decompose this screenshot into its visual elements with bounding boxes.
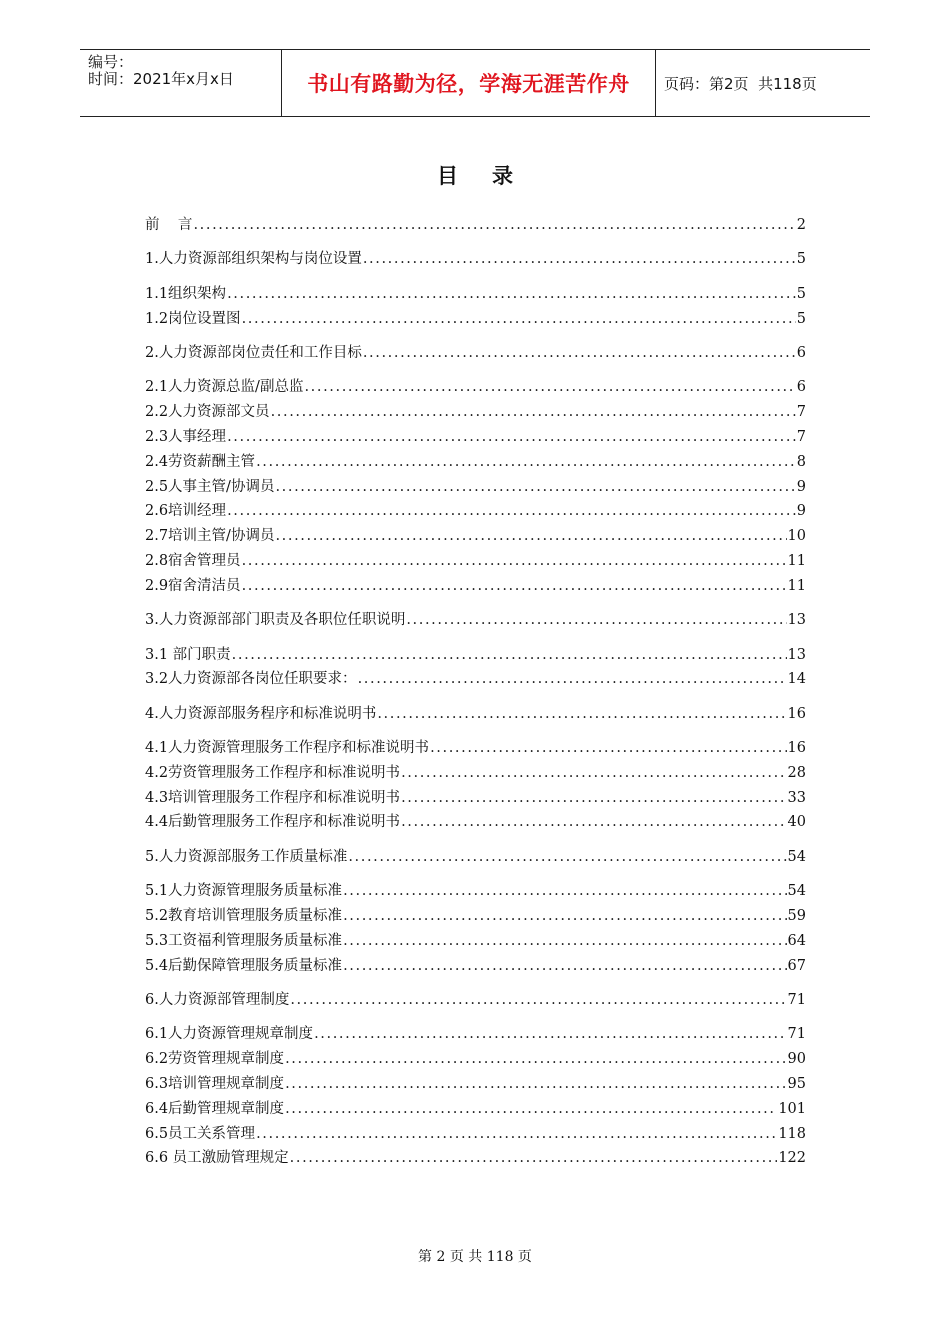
toc-leader-dots [343, 954, 786, 979]
toc-entry-page: 95 [787, 1076, 806, 1093]
toc-leader-dots [242, 549, 787, 574]
toc-entry-page: 8 [796, 453, 806, 470]
toc-entry-page: 33 [787, 789, 806, 806]
toc-leader-dots [285, 1072, 786, 1097]
toc-leader-dots [314, 1022, 786, 1047]
toc-leader-dots [343, 904, 786, 929]
toc-entry[interactable] [145, 879, 806, 904]
toc-entry[interactable] [145, 702, 806, 727]
toc-entry-page: 54 [787, 848, 806, 865]
toc-entry[interactable] [145, 1146, 806, 1171]
toc-entry[interactable] [145, 1097, 806, 1122]
toc-entry-page: 6 [796, 379, 806, 396]
toc-leader-dots [304, 375, 795, 400]
toc-entry-label: 1.2岗位设置图 [145, 310, 241, 327]
toc-entry-page: 9 [796, 503, 806, 520]
toc-entry-page: 40 [787, 814, 806, 831]
toc-leader-dots [275, 524, 786, 549]
toc-entry-label: 2.3人事经理 [145, 428, 227, 445]
table-of-contents [145, 213, 806, 1171]
toc-leader-dots [348, 845, 786, 870]
toc-entry[interactable] [145, 810, 806, 835]
toc-entry[interactable] [145, 954, 806, 979]
toc-entry-label: 5.1人力资源管理服务质量标准 [145, 883, 343, 900]
toc-entry-label: 5.人力资源部服务工作质量标准 [145, 848, 348, 865]
toc-leader-dots [242, 574, 787, 599]
toc-entry[interactable] [145, 499, 806, 524]
toc-entry-label: 2.6培训经理 [145, 503, 227, 520]
toc-leader-dots [256, 450, 796, 475]
toc-entry-page: 13 [787, 612, 806, 629]
toc-entry-page: 14 [787, 671, 806, 688]
toc-entry-page: 64 [787, 932, 806, 949]
page-header [80, 49, 870, 117]
toc-entry[interactable] [145, 904, 806, 929]
toc-entry[interactable] [145, 736, 806, 761]
toc-entry[interactable] [145, 213, 806, 238]
toc-leader-dots [343, 929, 786, 954]
toc-entry-label: 6.5员工关系管理 [145, 1125, 256, 1142]
toc-entry-label: 1.人力资源部组织架构与岗位设置 [145, 251, 362, 268]
toc-leader-dots [377, 702, 786, 727]
toc-entry-label: 前 言 [145, 217, 193, 233]
toc-entry[interactable] [145, 247, 806, 272]
toc-entry-label: 6.人力资源部管理制度 [145, 992, 290, 1009]
toc-leader-dots [406, 608, 786, 633]
toc-entry-label: 2.4劳资薪酬主管 [145, 453, 256, 470]
toc-title [0, 160, 950, 190]
toc-leader-dots [232, 643, 787, 668]
toc-entry-page: 71 [787, 992, 806, 1009]
toc-leader-dots [275, 475, 795, 500]
toc-entry-page: 54 [787, 883, 806, 900]
toc-entry-page: 7 [796, 428, 806, 445]
toc-entry[interactable] [145, 1047, 806, 1072]
toc-entry[interactable] [145, 667, 806, 692]
toc-entry[interactable] [145, 282, 806, 307]
document-time-label: 时间：2021年x月x日 [88, 70, 234, 88]
toc-entry[interactable] [145, 929, 806, 954]
toc-leader-dots [285, 1097, 777, 1122]
toc-entry-label: 1.1组织架构 [145, 285, 227, 302]
toc-entry-page: 122 [778, 1150, 806, 1167]
toc-entry-label: 6.6 员工激励管理规定 [145, 1150, 289, 1167]
toc-leader-dots [290, 1146, 778, 1171]
toc-entry-label: 4.人力资源部服务程序和标准说明书 [145, 705, 377, 722]
toc-entry[interactable] [145, 761, 806, 786]
toc-entry-label: 2.8宿舍管理员 [145, 552, 241, 569]
toc-entry[interactable] [145, 845, 806, 870]
toc-leader-dots [193, 213, 795, 238]
toc-entry-page: 5 [796, 251, 806, 268]
header-meta [80, 50, 282, 116]
toc-entry-label: 3.人力资源部部门职责及各职位任职说明 [145, 612, 406, 629]
header-page-info: 页码：第2页 共118页 [664, 74, 817, 93]
toc-title-right: 录 [492, 164, 513, 188]
toc-entry-label: 5.2教育培训管理服务质量标准 [145, 908, 343, 925]
toc-entry-page: 11 [787, 552, 806, 569]
toc-entry-label: 5.4后勤保障管理服务质量标准 [145, 957, 343, 974]
toc-entry-label: 5.3工资福利管理服务质量标准 [145, 932, 343, 949]
toc-entry[interactable] [145, 549, 806, 574]
toc-entry-page: 7 [796, 404, 806, 421]
toc-entry[interactable] [145, 1022, 806, 1047]
toc-leader-dots [358, 667, 787, 692]
toc-leader-dots [401, 786, 786, 811]
toc-leader-dots [290, 988, 786, 1013]
header-motto: 书山有路勤为径，学海无涯苦作舟 [282, 50, 656, 116]
toc-leader-dots [271, 400, 796, 425]
toc-leader-dots [227, 282, 796, 307]
toc-entry-label: 2.1人力资源总监/副总监 [145, 379, 304, 396]
toc-entry-page: 5 [796, 310, 806, 327]
toc-entry-label: 3.1 部门职责 [145, 646, 231, 663]
toc-entry[interactable] [145, 574, 806, 599]
toc-leader-dots [285, 1047, 786, 1072]
toc-entry-label: 4.2劳资管理服务工作程序和标准说明书 [145, 764, 401, 781]
toc-leader-dots [256, 1122, 777, 1147]
toc-entry[interactable] [145, 375, 806, 400]
toc-entry-page: 6 [796, 344, 806, 361]
toc-entry[interactable] [145, 425, 806, 450]
toc-entry-page: 10 [787, 528, 806, 545]
toc-entry-label: 2.9宿舍清洁员 [145, 577, 241, 594]
toc-entry-label: 2.7培训主管/协调员 [145, 528, 275, 545]
toc-leader-dots [363, 247, 796, 272]
toc-entry[interactable] [145, 475, 806, 500]
toc-leader-dots [401, 761, 786, 786]
toc-entry-page: 118 [778, 1125, 806, 1142]
toc-entry-label: 2.2人力资源部文员 [145, 404, 270, 421]
toc-entry[interactable] [145, 450, 806, 475]
page-footer: 第 2 页 共 118 页 [418, 1249, 532, 1265]
toc-entry[interactable] [145, 400, 806, 425]
toc-entry[interactable] [145, 786, 806, 811]
toc-leader-dots [401, 810, 786, 835]
toc-entry-page: 2 [796, 217, 806, 233]
toc-entry-page: 101 [778, 1100, 806, 1117]
toc-entry-label: 4.3培训管理服务工作程序和标准说明书 [145, 789, 401, 806]
toc-title-left: 目 [437, 164, 458, 188]
toc-entry-page: 13 [787, 646, 806, 663]
toc-entry-page: 16 [787, 705, 806, 722]
toc-leader-dots [227, 425, 796, 450]
toc-entry[interactable] [145, 341, 806, 366]
toc-entry-page: 16 [787, 740, 806, 757]
toc-entry-label: 2.5人事主管/协调员 [145, 478, 275, 495]
toc-entry[interactable] [145, 1072, 806, 1097]
toc-entry-page: 90 [787, 1051, 806, 1068]
toc-entry-label: 6.3培训管理规章制度 [145, 1076, 285, 1093]
toc-entry-page: 59 [787, 908, 806, 925]
toc-leader-dots [242, 307, 796, 332]
document-number-label: 编号： [88, 53, 134, 71]
toc-leader-dots [430, 736, 786, 761]
toc-entry-page: 28 [787, 764, 806, 781]
toc-entry-page: 5 [796, 285, 806, 302]
toc-entry[interactable] [145, 643, 806, 668]
toc-entry[interactable] [145, 988, 806, 1013]
toc-entry-page: 9 [796, 478, 806, 495]
toc-entry-label: 6.2劳资管理规章制度 [145, 1051, 285, 1068]
toc-entry-page: 71 [787, 1026, 806, 1043]
toc-leader-dots [343, 879, 786, 904]
toc-entry-label: 6.4后勤管理规章制度 [145, 1100, 285, 1117]
toc-entry-label: 3.2人力资源部各岗位任职要求： [145, 671, 357, 688]
toc-leader-dots [363, 341, 796, 366]
toc-entry-label: 4.4后勤管理服务工作程序和标准说明书 [145, 814, 401, 831]
toc-entry-label: 4.1人力资源管理服务工作程序和标准说明书 [145, 740, 430, 757]
toc-entry[interactable] [145, 1122, 806, 1147]
toc-entry[interactable] [145, 608, 806, 633]
toc-entry-page: 11 [787, 577, 806, 594]
toc-entry-label: 2.人力资源部岗位责任和工作目标 [145, 344, 362, 361]
toc-entry-label: 6.1人力资源管理规章制度 [145, 1026, 314, 1043]
toc-leader-dots [227, 499, 796, 524]
toc-entry-page: 67 [787, 957, 806, 974]
toc-entry[interactable] [145, 307, 806, 332]
toc-entry[interactable] [145, 524, 806, 549]
